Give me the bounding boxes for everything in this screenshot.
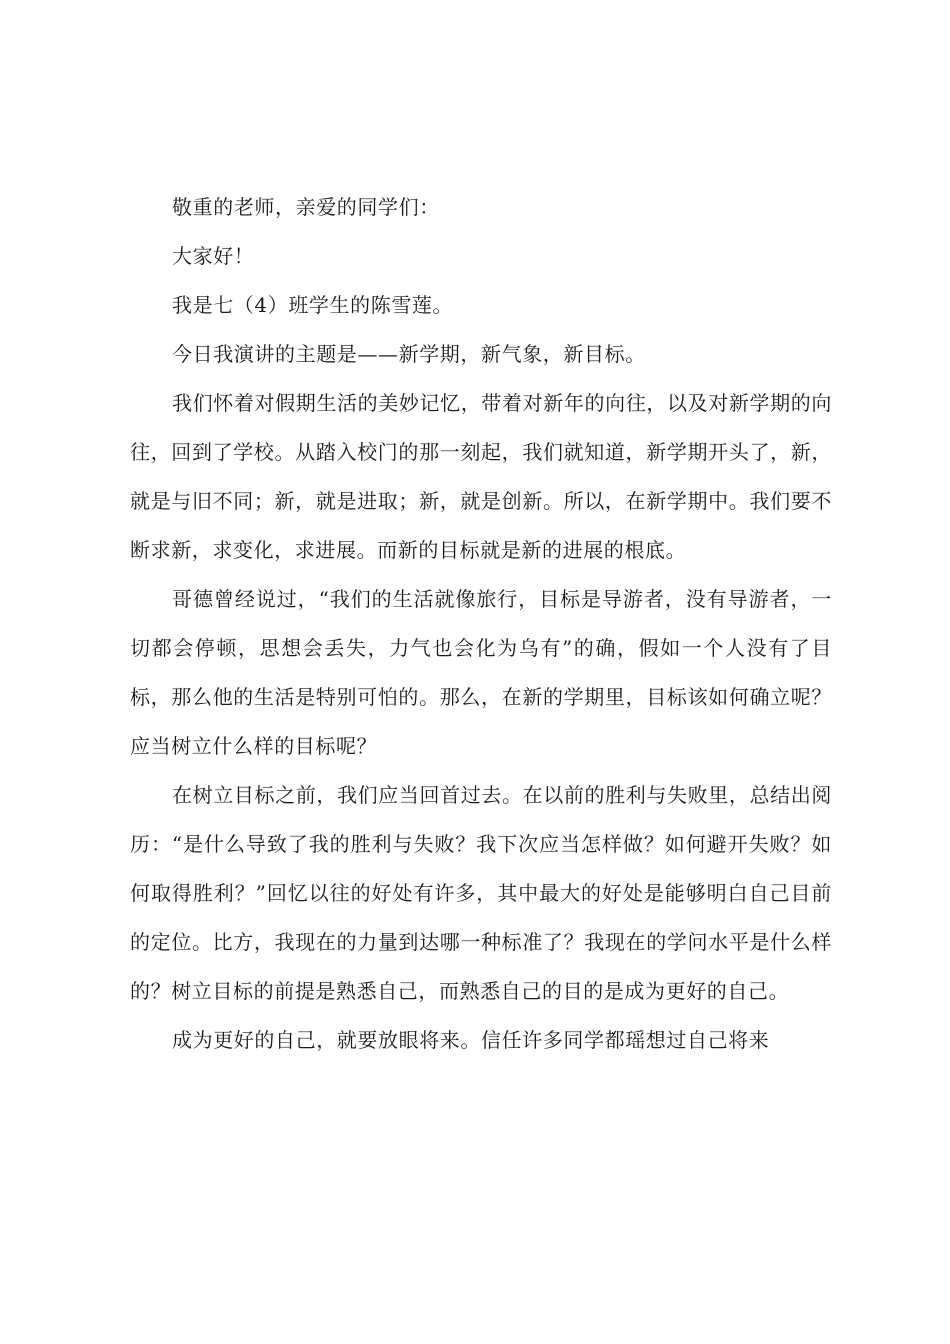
- speech-topic: 今日我演讲的主题是——新学期，新气象，新目标。: [172, 342, 646, 366]
- paragraph-new-semester: 我们怀着对假期生活的美妙记忆，带着对新年的向往，以及对新学期的向往，回到了学校。从踏入校门的那一刻起，我们就知道，新学期开头了，新，就是与旧不同；新，就是进取；新，就是创新。所以，在新学期中。我们要不断求新，求变化，求进展。而新的目标就是新的进展的根底。: [130, 391, 832, 562]
- paragraph-look-ahead: 成为更好的自己，就要放眼将来。信任许多同学都瑶想过自己将来: [172, 1028, 770, 1052]
- speech-body: [130, 183, 832, 1065]
- self-introduction: 我是七（4）班学生的陈雪莲。: [172, 293, 454, 317]
- salutation: 敬重的老师，亲爱的同学们：: [172, 195, 440, 219]
- paragraph-look-back: 在树立目标之前，我们应当回首过去。在以前的胜利与失败里，总结出阅历：“是什么导致了我的胜利与失败？我下次应当怎样做？如何避开失败？如何取得胜利？”回忆以往的好处有许多，其中最大的好处是能够明白自己目前的定位。比方，我现在的力量到达哪一种标准了？我现在的学问水平是什么样的？树立目标的前提是熟悉自己，而熟悉自己的目的是成为更好的自己。: [130, 783, 832, 1003]
- paragraph-goethe-quote: 哥德曾经说过，“我们的生活就像旅行，目标是导游者，没有导游者，一切都会停顿，思想会丢失，力气也会化为乌有”的确，假如一个人没有了目标，那么他的生活是特别可怕的。那么，在新的学期里，目标该如何确立呢？应当树立什么样的目标呢？: [130, 587, 832, 758]
- greeting: 大家好！: [172, 244, 255, 268]
